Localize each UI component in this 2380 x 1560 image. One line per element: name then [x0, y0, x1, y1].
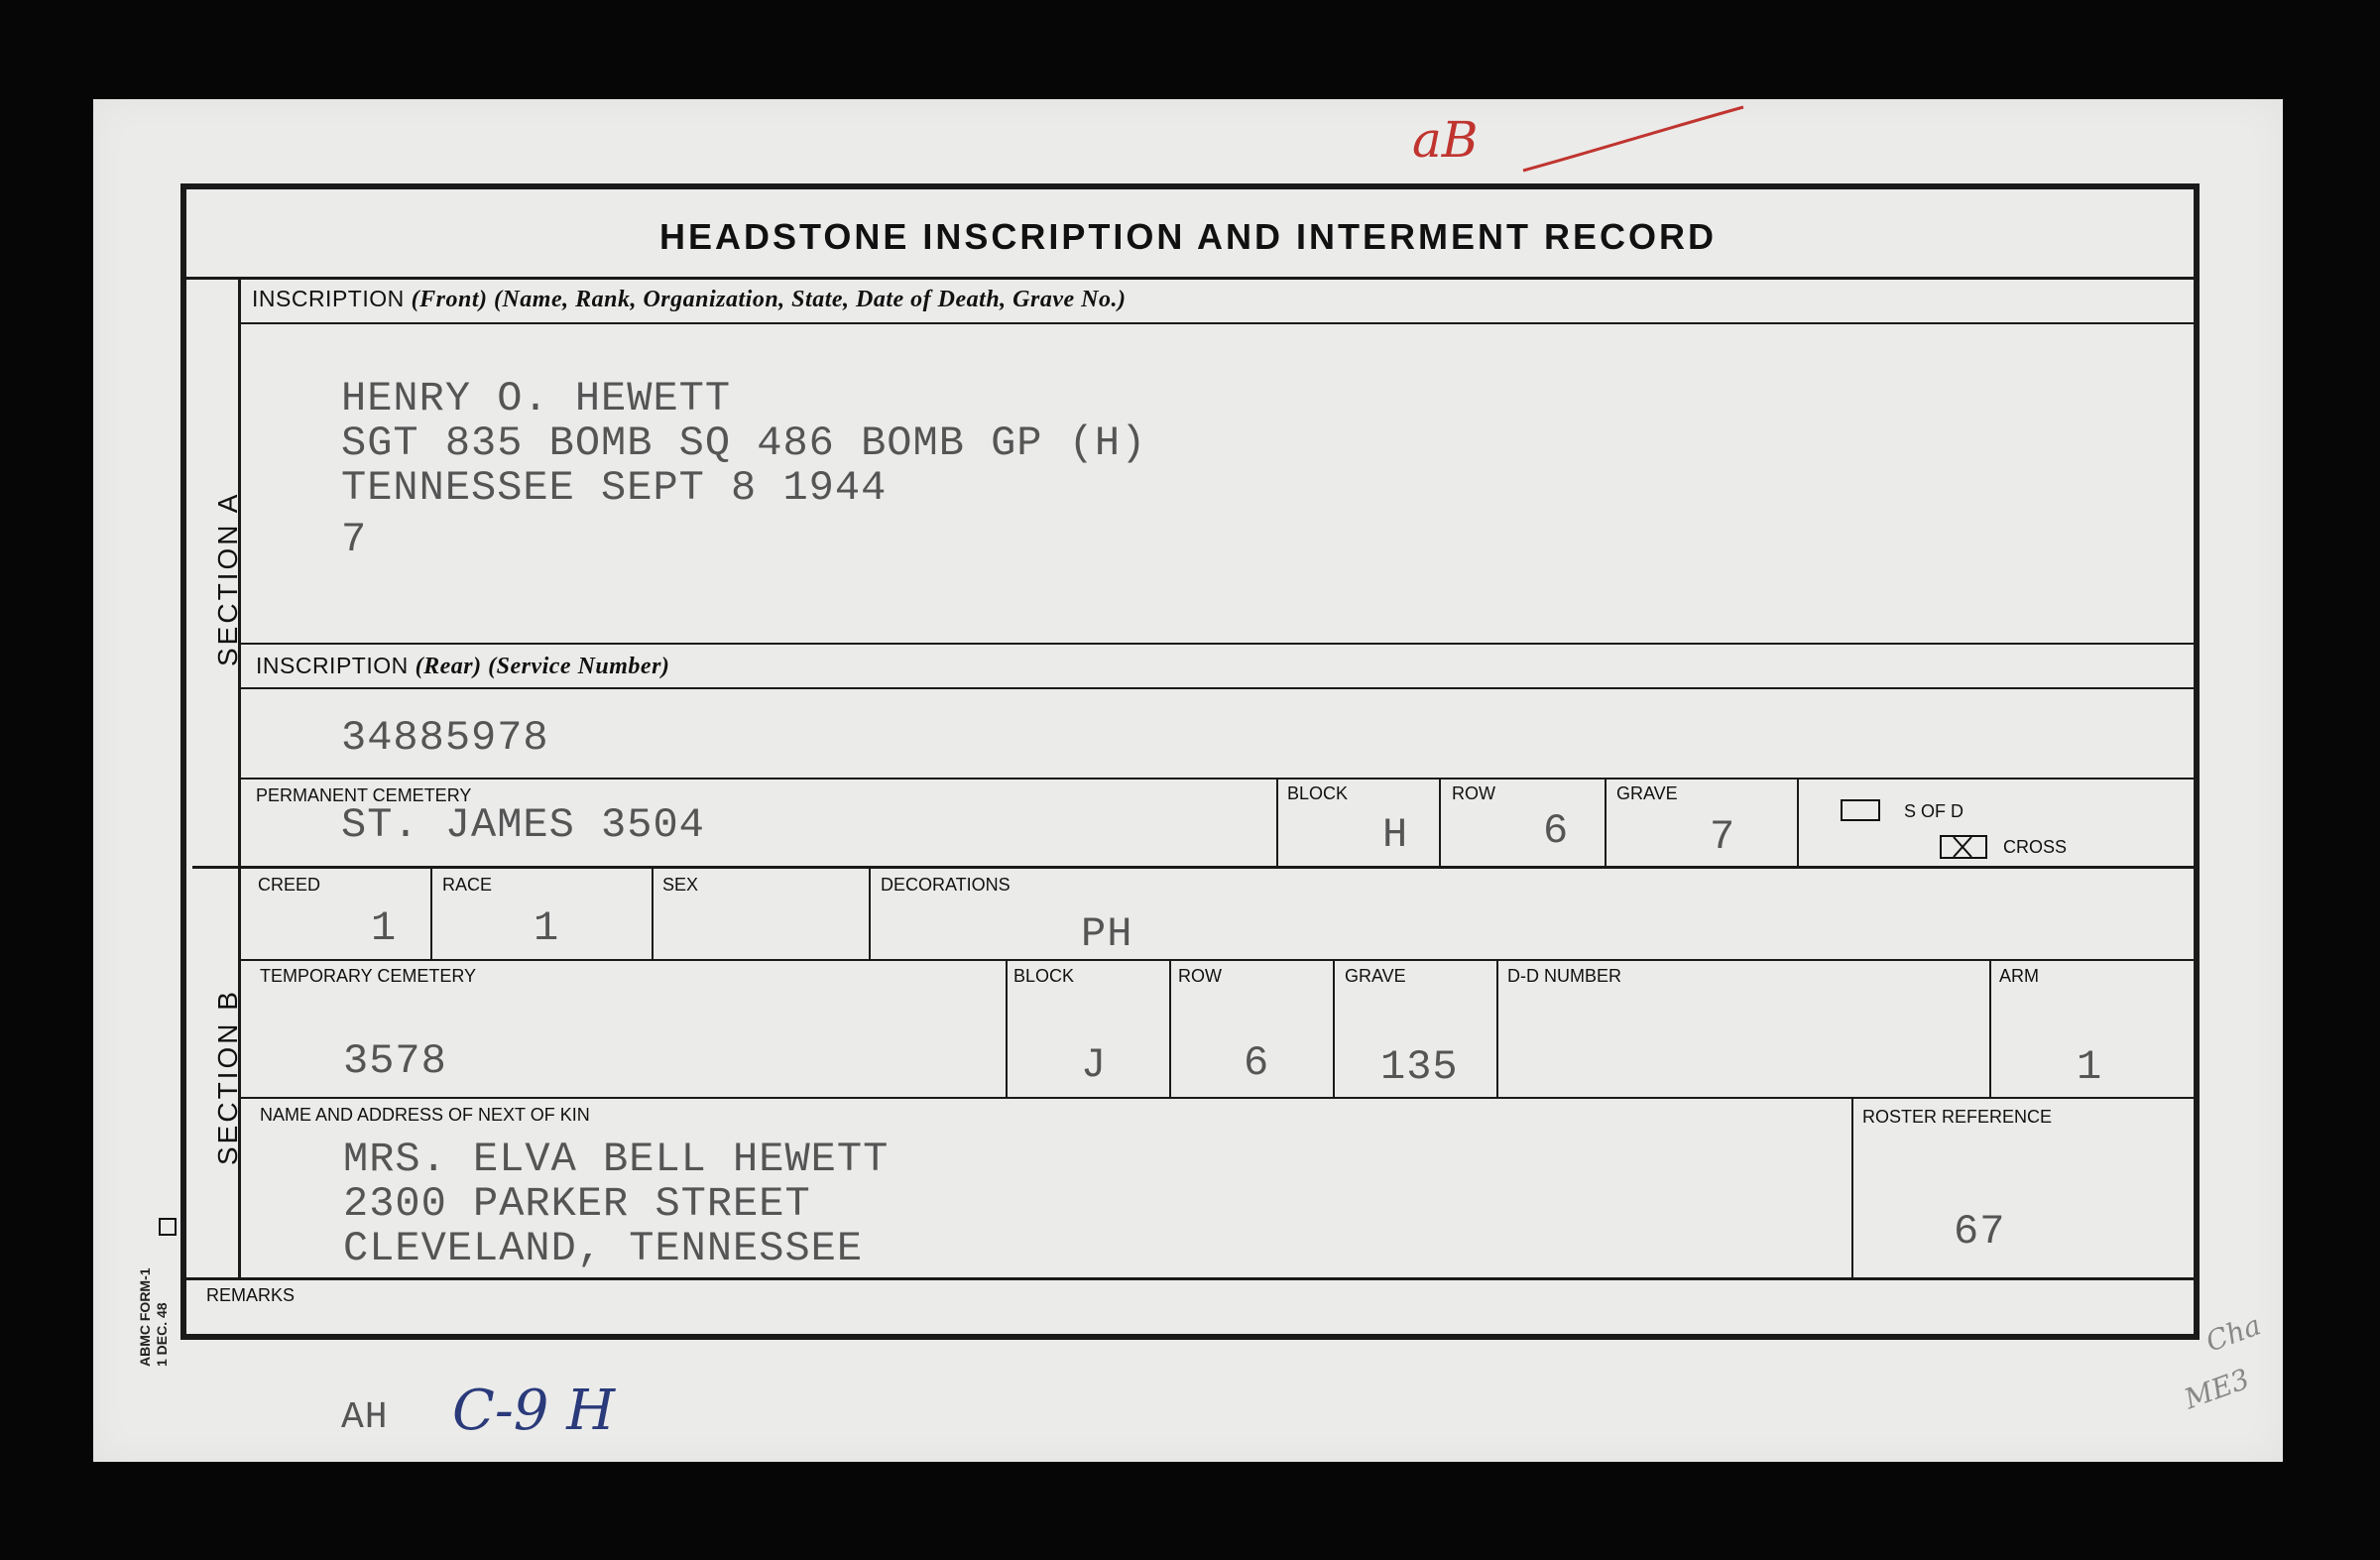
- form-id-checkbox: [159, 1218, 177, 1236]
- race-sex-divider: [652, 867, 654, 960]
- form-id-line-2: 1 DEC. 48: [154, 1302, 170, 1367]
- temporary-block-label: BLOCK: [1013, 966, 1075, 986]
- front-inscription-label-hint: (Front) (Name, Rank, Organization, State, Date of Death, Grave No.): [411, 287, 1127, 312]
- permanent-row-label: ROW: [1452, 783, 1495, 803]
- temporary-block-value: J: [1081, 1041, 1108, 1089]
- permanent-block-label: BLOCK: [1287, 783, 1349, 803]
- section-b-label: SECTION B: [212, 989, 243, 1165]
- rear-bottom-rule: [238, 778, 2198, 780]
- roster-reference-label: ROSTER REFERENCE: [1862, 1107, 2053, 1127]
- front-bottom-rule: [238, 643, 2198, 645]
- side-annotation-2: ME3: [2180, 1362, 2254, 1416]
- perm-row-divider: [1439, 778, 1441, 867]
- section-divider: [192, 866, 2200, 869]
- next-of-kin-line-3: CLEVELAND, TENNESSEE: [343, 1225, 864, 1272]
- roster-reference-value: 67: [1954, 1208, 2006, 1256]
- next-of-kin-label: NAME AND ADDRESS OF NEXT OF KIN: [260, 1105, 590, 1125]
- arm-label: ARM: [1999, 966, 2039, 986]
- s-of-d-label: S OF D: [1904, 801, 1964, 821]
- cross-checkbox[interactable]: [1940, 835, 1987, 859]
- race-label: RACE: [442, 875, 493, 895]
- record-card: [93, 99, 2283, 1462]
- cross-check-mark-icon: [1942, 837, 1985, 857]
- perm-block-divider: [1276, 778, 1278, 867]
- side-annotation-1: Cha: [2202, 1308, 2266, 1359]
- form-id-line-1: ABMC FORM-1: [137, 1267, 153, 1367]
- temp-block-divider: [1006, 959, 1008, 1098]
- rear-inscription-label-text: INSCRIPTION: [256, 653, 409, 678]
- bottom-handwritten-annotation: C-9 H: [452, 1379, 616, 1443]
- front-label-rule: [238, 322, 2198, 324]
- permanent-row-value: 6: [1543, 807, 1570, 855]
- temp-row-divider: [1169, 959, 1171, 1098]
- temporary-cemetery-label: TEMPORARY CEMETERY: [260, 966, 477, 986]
- decorations-value: PH: [1081, 910, 1133, 958]
- temporary-cemetery-value: 3578: [343, 1037, 447, 1085]
- temporary-grave-label: GRAVE: [1345, 966, 1406, 986]
- dd-number-divider: [1496, 959, 1498, 1098]
- remarks-rule: [186, 1277, 2200, 1280]
- perm-marker-divider: [1797, 778, 1799, 867]
- permanent-cemetery-label: PERMANENT CEMETERY: [256, 785, 472, 805]
- next-of-kin-line-2: 2300 PARKER STREET: [343, 1180, 811, 1228]
- sex-decorations-divider: [869, 867, 871, 960]
- form-title: HEADSTONE INSCRIPTION AND INTERMENT RECORD: [658, 216, 1718, 257]
- rear-inscription-label-hint: (Rear) (Service Number): [415, 654, 670, 679]
- front-inscription-label-text: INSCRIPTION: [252, 286, 405, 311]
- creed-race-divider: [430, 867, 432, 960]
- temporary-row-label: ROW: [1178, 966, 1222, 986]
- temporary-row-value: 6: [1244, 1039, 1270, 1087]
- permanent-grave-label: GRAVE: [1616, 783, 1678, 803]
- front-inscription-label: [252, 286, 1126, 313]
- form-id: [137, 1267, 171, 1367]
- red-underline-stroke: [1519, 101, 1747, 180]
- permanent-block-value: H: [1382, 811, 1409, 859]
- roster-divider: [1851, 1097, 1853, 1278]
- permanent-grave-value: 7: [1710, 813, 1736, 861]
- perm-grave-divider: [1605, 778, 1606, 867]
- dd-number-label: D-D NUMBER: [1507, 966, 1621, 986]
- next-of-kin-line-1: MRS. ELVA BELL HEWETT: [343, 1136, 890, 1183]
- creed-label: CREED: [258, 875, 321, 895]
- front-line-3: TENNESSEE SEPT 8 1944: [341, 464, 888, 512]
- front-line-1: HENRY O. HEWETT: [341, 375, 732, 422]
- front-line-4: 7: [341, 516, 368, 563]
- top-initials-annotation: aB: [1412, 111, 1479, 169]
- s-of-d-checkbox[interactable]: [1841, 799, 1880, 821]
- arm-value: 1: [2077, 1043, 2103, 1091]
- temp-grave-divider: [1333, 959, 1335, 1098]
- race-value: 1: [534, 904, 560, 952]
- service-number: 34885978: [341, 714, 549, 762]
- cross-label: CROSS: [2003, 837, 2068, 857]
- bottom-typed-annotation: AH: [341, 1396, 389, 1439]
- front-line-2: SGT 835 BOMB SQ 486 BOMB GP (H): [341, 420, 1147, 467]
- permanent-cemetery-value: ST. JAMES 3504: [341, 801, 705, 849]
- rear-label-rule: [238, 687, 2198, 689]
- creed-row-rule: [238, 959, 2198, 961]
- remarks-label: REMARKS: [206, 1285, 296, 1305]
- sex-label: SEX: [662, 875, 699, 895]
- temporary-grave-value: 135: [1380, 1043, 1459, 1091]
- title-rule: [180, 277, 2200, 280]
- rear-inscription-label: [256, 653, 669, 680]
- section-a-label: SECTION A: [212, 491, 243, 666]
- arm-divider: [1989, 959, 1991, 1098]
- decorations-label: DECORATIONS: [881, 875, 1011, 895]
- creed-value: 1: [371, 904, 398, 952]
- temp-cemetery-rule: [238, 1097, 2198, 1099]
